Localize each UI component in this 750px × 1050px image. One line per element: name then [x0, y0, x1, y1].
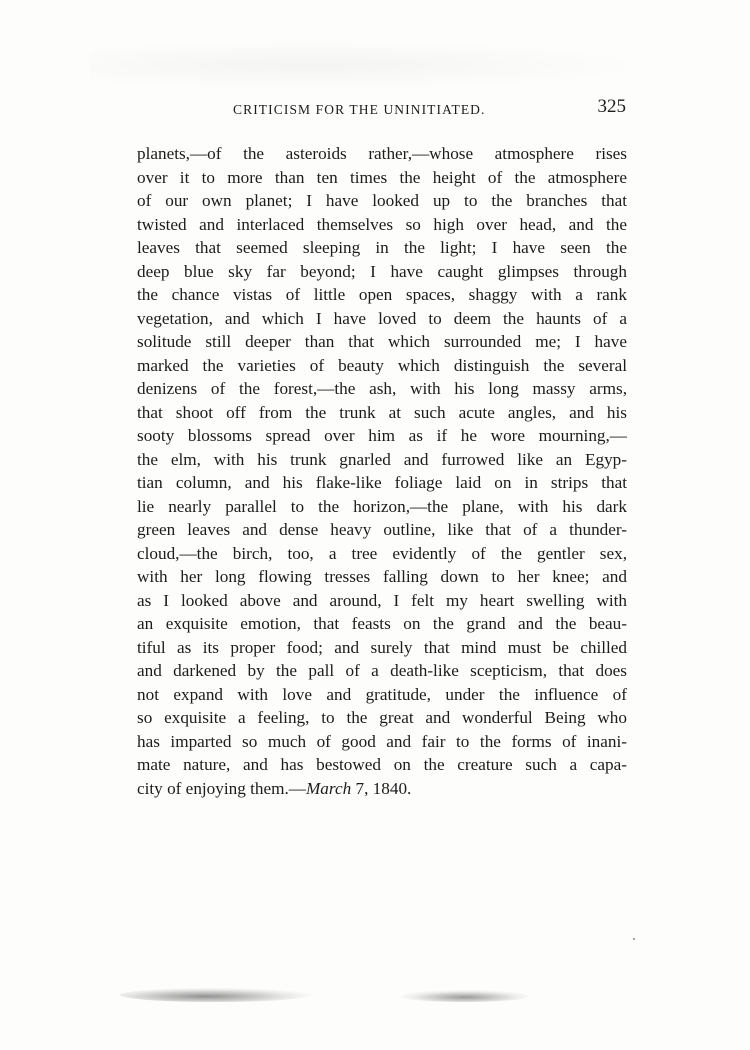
text-line: as I looked above and around, I felt my heart swelling with [137, 590, 627, 610]
paper-smudge [90, 40, 650, 90]
text-line: vegetation, and which I have loved to deem the haunts of a [137, 308, 627, 328]
text-line: not expand with love and gratitude, under the influence of [137, 684, 627, 704]
date-month: March [305, 778, 352, 798]
text-line: twisted and interlaced themselves so high over head, and the [137, 214, 627, 234]
text-line: denizens of the forest,—the ash, with his long massy arms, [137, 379, 627, 398]
text-line: mate nature, and has bestowed on the creature such a capa- [137, 755, 627, 774]
text-line: with her long flowing tresses falling down to her knee; and [137, 567, 627, 586]
paper-speck [633, 938, 635, 940]
text-line: tian column, and his flake-like foliage laid on in strips that [137, 473, 627, 492]
text-line: tiful as its proper food; and surely that mind must be chilled [137, 637, 627, 657]
text-line: the elm, with his trunk gnarled and furrowed like an Egyp- [137, 449, 627, 469]
text-line: the chance vistas of little open spaces, shaggy with a rank [137, 285, 627, 304]
text-line: over it to more than ten times the height of the atmosphere [137, 167, 627, 187]
text-line: green leaves and dense heavy outline, like that of a thunder- [137, 520, 627, 539]
text-line: and darkened by the pall of a death-like scepticism, that does [137, 661, 627, 680]
text-line: solitude still deeper than that which surrounded me; I have [137, 332, 627, 351]
scan-shadow-right [400, 990, 530, 1002]
page-header [233, 96, 626, 122]
final-line-text: city of enjoying them.— [137, 778, 306, 798]
text-line: has imparted so much of good and fair to the forms of inani- [137, 731, 627, 751]
date-rest: 7, 1840. [351, 778, 412, 798]
text-line: lie nearly parallel to the horizon,—the plane, with his dark [137, 496, 627, 516]
text-line: so exquisite a feeling, to the great and wonderful Being who [137, 708, 627, 727]
scan-shadow-left [120, 988, 310, 1002]
page-number: 325 [597, 96, 626, 117]
text-line: deep blue sky far beyond; I have caught glimpses through [137, 261, 627, 281]
text-line: sooty blossoms spread over him as if he wore mourning,— [137, 426, 627, 445]
text-line: marked the varieties of beauty which distinguish the several [137, 355, 627, 375]
text-line: that shoot off from the trunk at such acute angles, and his [137, 402, 627, 422]
body-text [137, 142, 627, 800]
text-line: cloud,—the birch, too, a tree evidently of the gentler sex, [137, 543, 627, 563]
text-line: an exquisite emotion, that feasts on the grand and the beau- [137, 614, 627, 633]
running-head: CRITICISM FOR THE UNINITIATED. [233, 102, 486, 117]
text-line: leaves that seemed sleeping in the light; I have seen the [137, 238, 627, 257]
text-line: planets,—of the asteroids rather,—whose atmosphere rises [137, 144, 627, 163]
text-line-final [137, 777, 627, 801]
text-line: of our own planet; I have looked up to the branches that [137, 191, 627, 210]
